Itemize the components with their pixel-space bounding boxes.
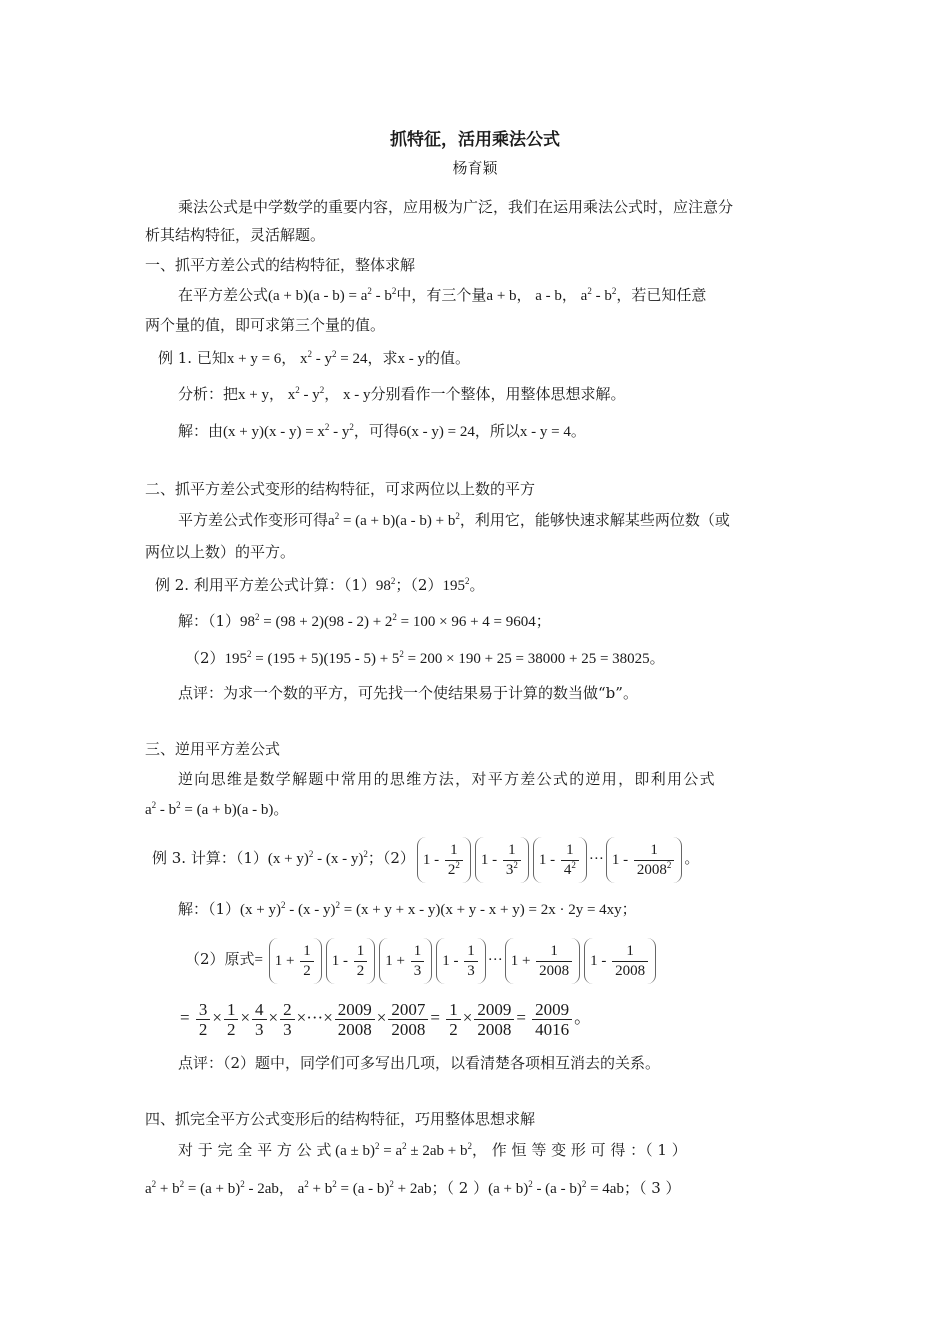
intro-line-1: 乘法公式是中学数学的重要内容，应用极为广泛，我们在运用乘法公式时，应注意分 (178, 198, 734, 216)
section-4-heading: 四、抓完全平方公式变形后的结构特征，巧用整体思想求解 (145, 1110, 536, 1128)
solution-1: 解：由$(x + y)(x - y) = x^2 - y^2$，可得6(x - y) = 24，所以x - y = 4。 (178, 422, 586, 440)
comment-2: 点评：为求一个数的平方，可先找一个使结果易于计算的数当做“b”。 (178, 684, 638, 702)
section-2-heading: 二、抓平方差公式变形的结构特征，可求两位以上数的平方 (145, 480, 536, 498)
s3-paragraph-line-1: 逆向思维是数学解题中常用的思维方法，对平方差公式的逆用，即利用公式 (178, 770, 716, 788)
example-1: 例 1. 已知x + y = 6， $x^2 - y^2 = 24$，求x - y的值。 (158, 349, 471, 367)
s2-paragraph-line-2: 两位以上数）的平方。 (145, 543, 296, 561)
solution-3-2-result: = $\frac{3}{2}$ × $\frac{1}{2}$ × $\frac{4}{3}$ × $\frac{2}{3}$ ×···× $\frac{2009}{2008}$ × $\frac{2007}{2008}$ = $\frac{1}{2}$ × $\frac{2009}{2008}$ = $\frac{2009}{4016}$ 。 (180, 999, 592, 1039)
s1-paragraph-line-2: 两个量的值，即可求第三个量的值。 (145, 316, 386, 334)
intro-line-2: 析其结构特征，灵活解题。 (145, 226, 326, 244)
s2-paragraph-line-1: 平方差公式作变形可得$a^2 = (a + b)(a - b) + b^2$，利用它，能够快速求解某些两位数（或 (178, 511, 730, 529)
example-2: 例 2. 利用平方差公式计算：$(1)98^2$；$(2)195^2$。 (155, 576, 485, 594)
solution-3-2: （2）原式= 1 + $\frac{1}{2}$ 1 - $\frac{1}{2}$ 1 + $\frac{1}{3}$ 1 - $\frac{1}{3}$ ··· 1 + $\frac{1}{2008}$ 1 - $\frac{1}{2008}$ (185, 937, 658, 984)
author: 杨育颖 (452, 159, 498, 177)
s4-paragraph-line-1: 对 于 完 全 平 方 公 式 $(a \pm b)^2 = a^2 \pm 2ab + b^2$， 作 恒 等 变 形 可 得 ：（ 1 ） (178, 1141, 687, 1159)
solution-2-1: 解：$(1)98^2 = (98 + 2)(98 - 2) + 2^2 = 100 \times 96 + 4 = 9604$； (178, 612, 551, 630)
solution-3-1: 解：$(1)(x + y)^2 - (x - y)^2 = (x + y + x - y)(x + y - x + y) = 2x \cdot 2y = 4xy$； (178, 900, 637, 918)
analysis-1: 分析：把x + y， $x^2 - y^2$， x - y分别看作一个整体，用整体思想求解。 (178, 385, 626, 403)
section-3-heading: 三、逆用平方差公式 (145, 740, 281, 758)
comment-3: 点评：（2）题中，同学们可多写出几项，以看清楚各项相互消去的关系。 (178, 1054, 661, 1072)
section-1-heading: 一、抓平方差公式的结构特征，整体求解 (145, 256, 416, 274)
inverse-formula: $a^2 - b^2 = (a + b)(a - b)$。 (145, 800, 289, 818)
formula: $(a + b)(a - b) = a^2 - b^2$ (268, 286, 397, 304)
s4-paragraph-line-2: $a^2 + b^2 = (a + b)^2 - 2ab$， $a^2 + b^2 = (a - b)^2 + 2ab$；（ 2 ）$(a + b)^2 - (a - b)^2 = 4ab$；（ 3 ） (145, 1179, 681, 1197)
document-title: 抓特征，活用乘法公式 (390, 130, 560, 150)
solution-2-2: $(2)195^2 = (195 + 5)(195 - 5) + 5^2 = 200 \times 190 + 25 = 38000 + 25 = 38025$。 (185, 649, 665, 667)
example-3: 例 3. 计算：$(1)(x + y)^2 - (x - y)^2$；（2） 1 - $\frac{1}{2^2}$ 1 - $\frac{1}{3^2}$ 1 - $\frac{1}{4^2}$ ··· 1 - $\frac{1}{2008^2}$ 。 (152, 836, 699, 883)
s1-paragraph-line-1: 在平方差公式$(a + b)(a - b) = a^2 - b^2$中，有三个量a + b， a - b， $a^2 - b^2$，若已知任意 (178, 286, 707, 304)
